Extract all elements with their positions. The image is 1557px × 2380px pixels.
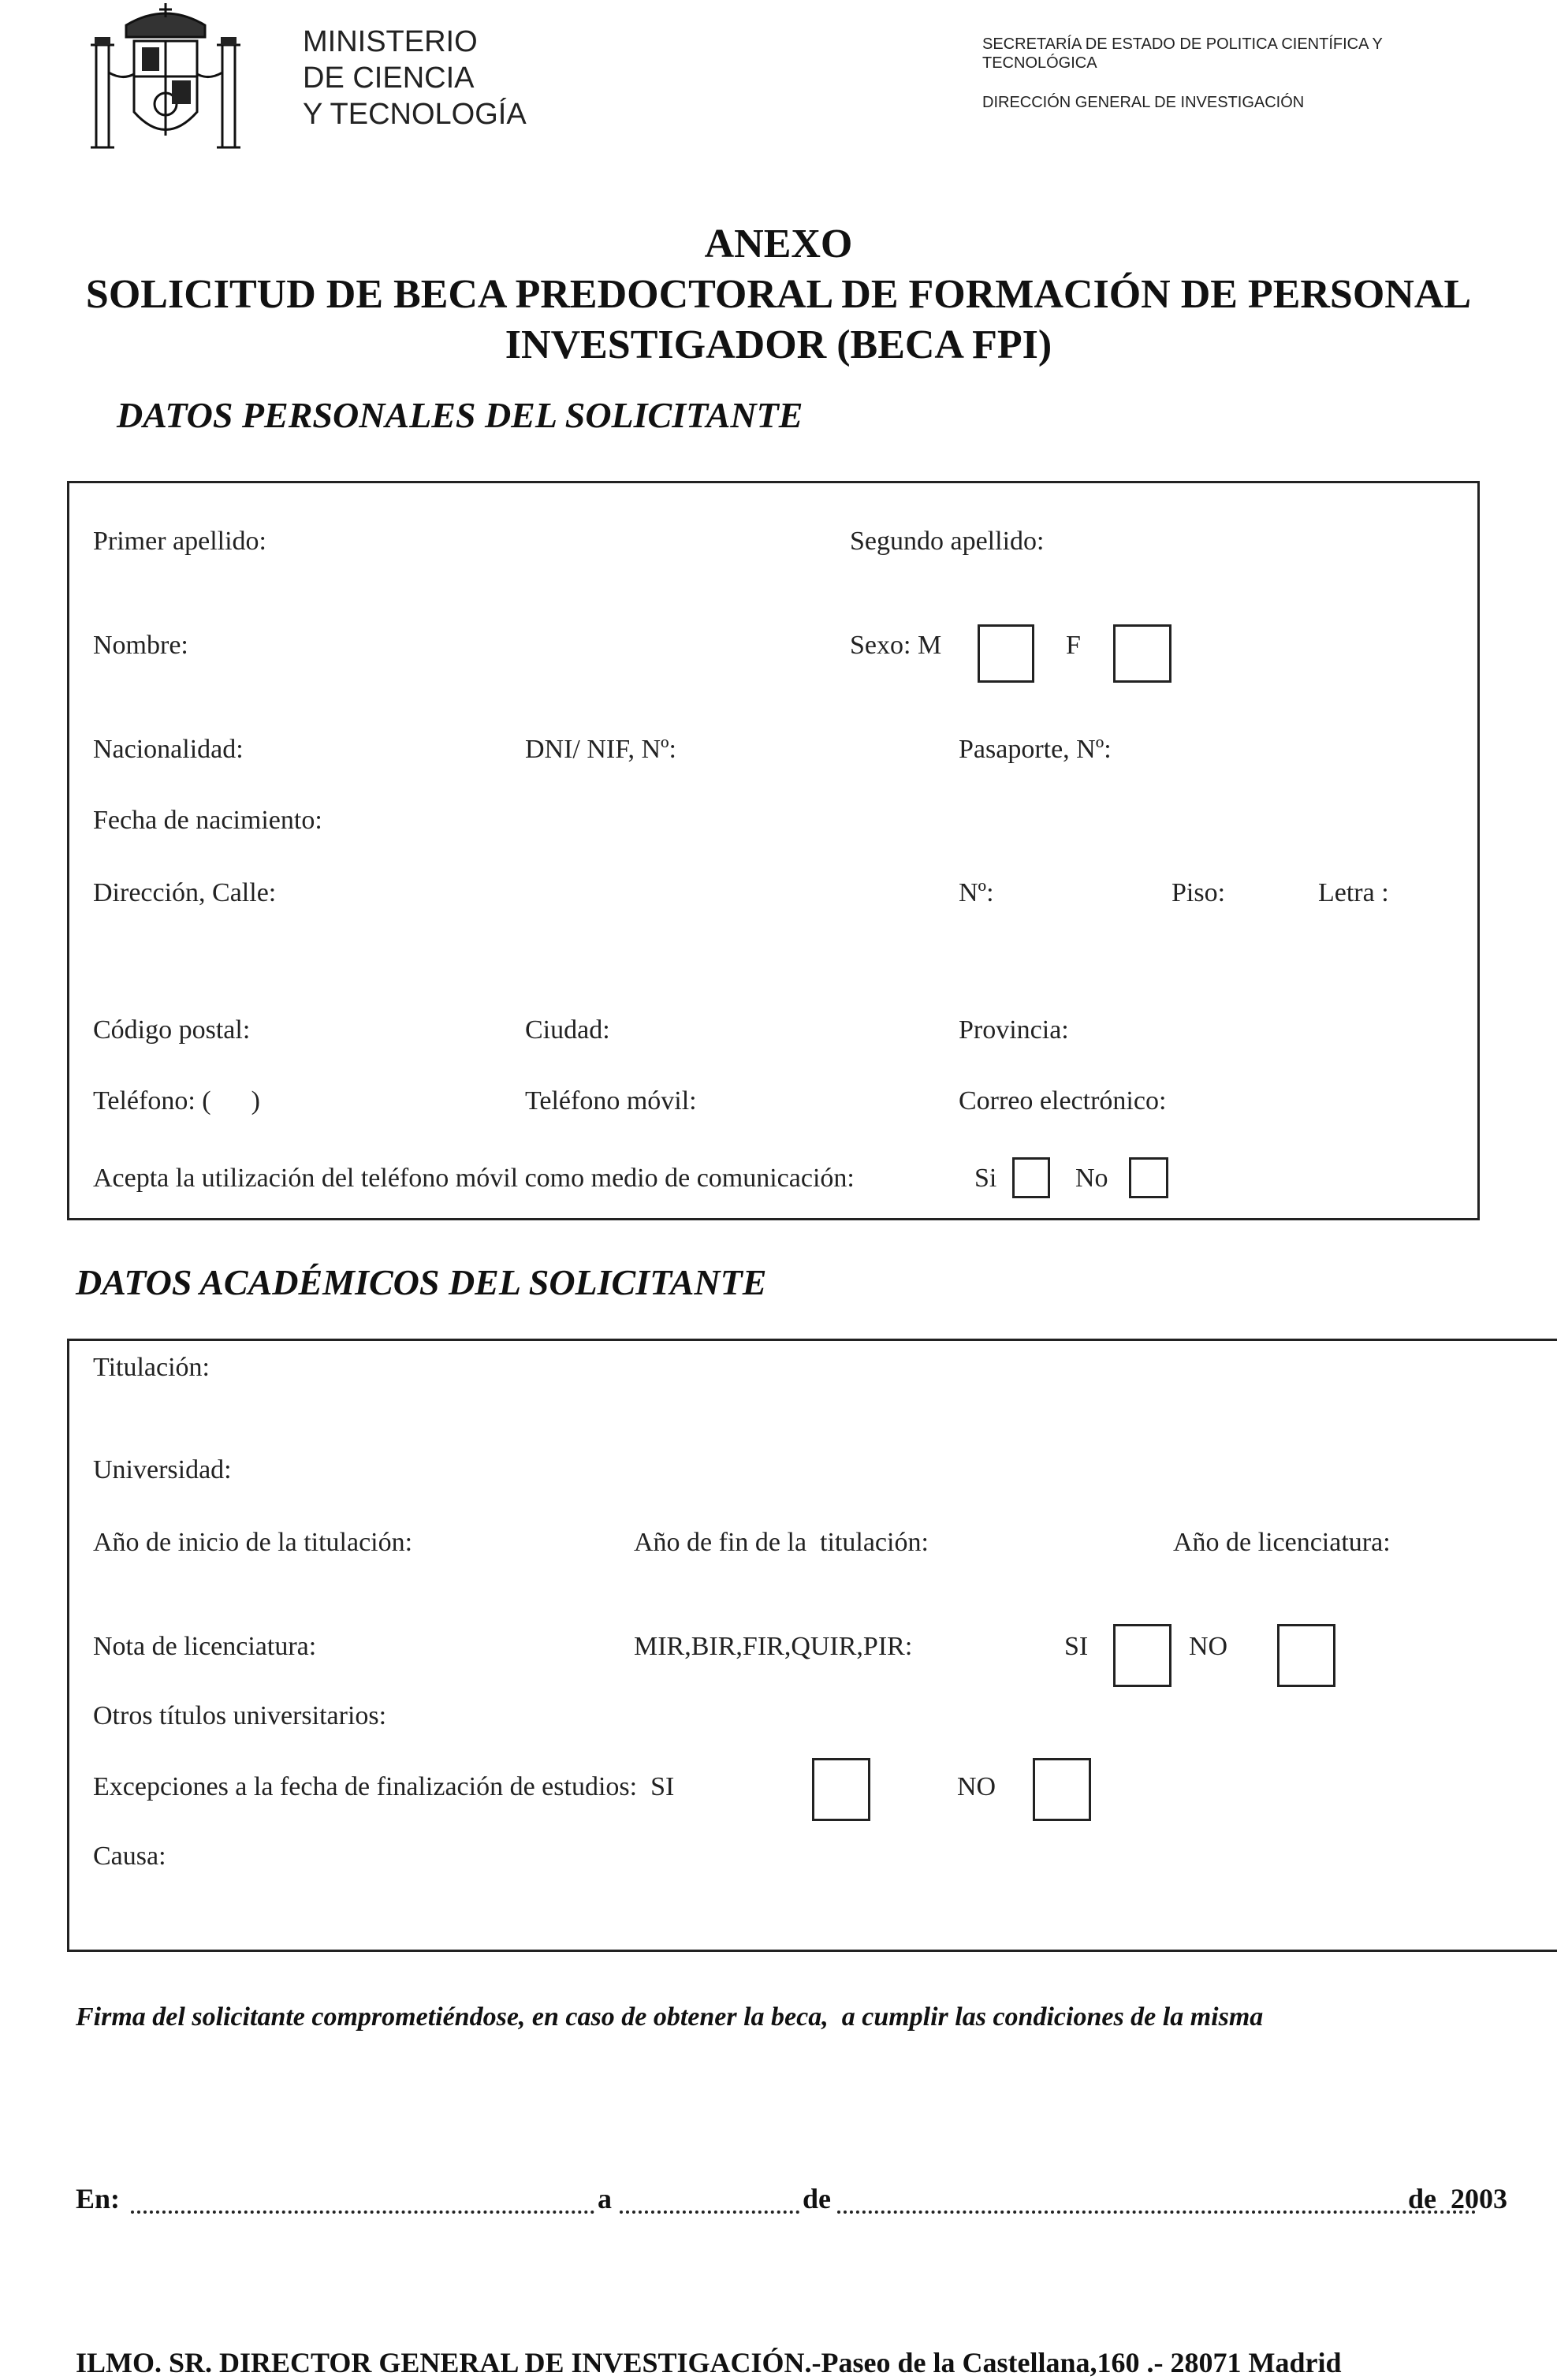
label-piso: Piso: (1171, 878, 1226, 907)
ministry-line-3: Y TECNOLOGÍA (303, 98, 527, 131)
label-telefono-movil: Teléfono móvil: (525, 1086, 697, 1116)
title-solicitud: SOLICITUD DE BECA PREDOCTORAL DE FORMACIÓN DE PERSONAL (85, 272, 1472, 317)
checkbox-acepta-si[interactable] (1012, 1157, 1050, 1198)
label-anio-inicio: Año de inicio de la titulación: (93, 1528, 413, 1557)
label-acepta-si: Si (974, 1164, 997, 1193)
label-nota-licenciatura: Nota de licenciatura: (93, 1632, 317, 1661)
checkbox-sexo-m[interactable] (978, 624, 1034, 683)
label-excepciones: Excepciones a la fecha de finalización de estudios: SI (93, 1772, 675, 1801)
label-mir-si: SI (1064, 1632, 1089, 1661)
firma-statement: Firma del solicitante comprometiéndose, en caso de obtener la beca, a cumplir las condiciones de la misma (76, 2002, 1264, 2032)
ministry-line-1: MINISTERIO (303, 25, 478, 58)
label-mir: MIR,BIR,FIR,QUIR,PIR: (634, 1632, 913, 1661)
label-acepta-movil: Acepta la utilización del teléfono móvil como medio de comunicación: (93, 1164, 855, 1193)
label-dni: DNI/ NIF, Nº: (525, 735, 676, 764)
dotted-field-month[interactable] (837, 2211, 1476, 2214)
label-nacionalidad: Nacionalidad: (93, 735, 244, 764)
label-anio-fin: Año de fin de la titulación: (634, 1528, 929, 1557)
label-sexo-f: F (1066, 631, 1081, 660)
label-otros-titulos: Otros títulos universitarios: (93, 1701, 387, 1730)
label-numero: Nº: (959, 878, 994, 907)
ministry-name (303, 24, 527, 132)
label-telefono: Teléfono: ( ) (93, 1086, 260, 1116)
label-primer-apellido: Primer apellido: (93, 527, 267, 556)
label-direccion: Dirección, Calle: (93, 878, 277, 907)
label-sexo-m: Sexo: M (850, 631, 942, 660)
label-a: a (598, 2183, 612, 2214)
dotted-field-place[interactable] (131, 2211, 594, 2214)
secretaria-line-2: TECNOLÓGICA (982, 54, 1097, 72)
checkbox-acepta-no[interactable] (1129, 1157, 1168, 1198)
label-mir-no: NO (1189, 1632, 1228, 1661)
label-nombre: Nombre: (93, 631, 188, 660)
title-investigador: INVESTIGADOR (BECA FPI) (505, 322, 1052, 367)
checkbox-sexo-f[interactable] (1113, 624, 1171, 683)
label-en: En: (76, 2183, 121, 2214)
checkbox-excepciones-no[interactable] (1033, 1758, 1091, 1821)
label-pasaporte: Pasaporte, Nº: (959, 735, 1112, 764)
label-excepciones-no: NO (957, 1772, 996, 1801)
place-date-line (76, 2182, 1518, 2220)
checkbox-excepciones-si[interactable] (812, 1758, 870, 1821)
label-correo: Correo electrónico: (959, 1086, 1167, 1116)
ministry-line-2: DE CIENCIA (303, 61, 475, 95)
checkbox-mir-no[interactable] (1277, 1624, 1335, 1687)
label-acepta-no: No (1075, 1164, 1108, 1193)
secretaria-block (982, 35, 1383, 73)
label-titulacion: Titulación: (93, 1353, 210, 1382)
label-anio-licenciatura: Año de licenciatura: (1173, 1528, 1391, 1557)
label-year: de 2003 (1408, 2183, 1507, 2214)
label-de: de (803, 2183, 831, 2214)
direccion-general: DIRECCIÓN GENERAL DE INVESTIGACIÓN (982, 94, 1305, 111)
label-causa: Causa: (93, 1842, 166, 1871)
secretaria-line-1: SECRETARÍA DE ESTADO DE POLITICA CIENTÍFICA Y (982, 35, 1383, 53)
personal-data-box (67, 481, 1480, 1220)
title-anexo: ANEXO (704, 222, 853, 266)
section-heading-academic: DATOS ACADÉMICOS DEL SOLICITANTE (76, 1262, 767, 1302)
label-ciudad: Ciudad: (525, 1015, 610, 1045)
label-fecha-nacimiento: Fecha de nacimiento: (93, 806, 322, 835)
footer-address: ILMO. SR. DIRECTOR GENERAL DE INVESTIGACIÓN.-Paseo de la Castellana,160 .- 28071 Madrid (76, 2347, 1342, 2378)
checkbox-mir-si[interactable] (1113, 1624, 1171, 1687)
label-segundo-apellido: Segundo apellido: (850, 527, 1045, 556)
coat-of-arms-logo (79, 2, 252, 159)
label-provincia: Provincia: (959, 1015, 1069, 1045)
label-letra: Letra : (1318, 878, 1389, 907)
dotted-field-day[interactable] (620, 2211, 799, 2214)
section-heading-personal: DATOS PERSONALES DEL SOLICITANTE (117, 395, 803, 435)
label-universidad: Universidad: (93, 1455, 232, 1484)
label-codigo-postal: Código postal: (93, 1015, 251, 1045)
